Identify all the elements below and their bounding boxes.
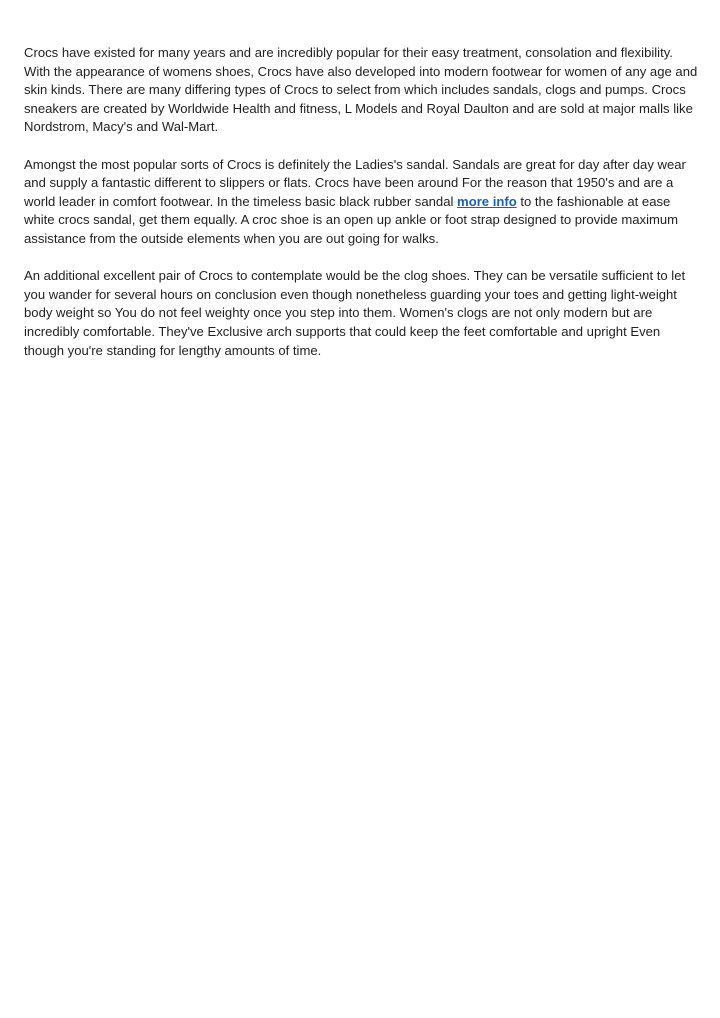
paragraph-3: An additional excellent pair of Crocs to contemplate would be the clog shoes. They can be versatile sufficient to let you wander for several hours on conclusion even though nonetheless guarding your toes and getting light-weight body weight so You do not feel weighty once you step into them. Women's clogs are not only modern but are incredibly comfortable. They've Exclusive arch supports that could keep the feet comfortable and upright Even though you're standing for lengthy amounts of time. (24, 268, 686, 358)
paragraph-2 (24, 156, 700, 249)
paragraph-2-text-after-link: to the fashionable at ease white crocs sandal, get them equally. A croc shoe is an open up ankle or foot strap designed to provide maximum assistance from the outside elements when you are out going for walks. (24, 193, 679, 246)
document-page (24, 44, 700, 379)
paragraph-2-text-before-link: Amongst the most popular sorts of Crocs is definitely the Ladies's sandal. Sandals are great for day after day wear and supply a fantastic different to slippers or flats. Crocs have been around For the reason that 1950's and are a world leader in comfort footwear. In the timeless basic black rubber sandal (24, 156, 686, 209)
more-info-link[interactable]: more info (457, 193, 517, 209)
paragraph-1: Crocs have existed for many years and are incredibly popular for their easy treatment, consolation and flexibility. With the appearance of womens shoes, Crocs have also developed into modern footwear for women of any age and skin kinds. There are many differing types of Crocs to select from which includes sandals, clogs and pumps. Crocs sneakers are created by Worldwide Health and fitness, L Models and Royal Daulton and are sold at major malls like Nordstrom, Macy's and Wal-Mart. (24, 45, 698, 135)
